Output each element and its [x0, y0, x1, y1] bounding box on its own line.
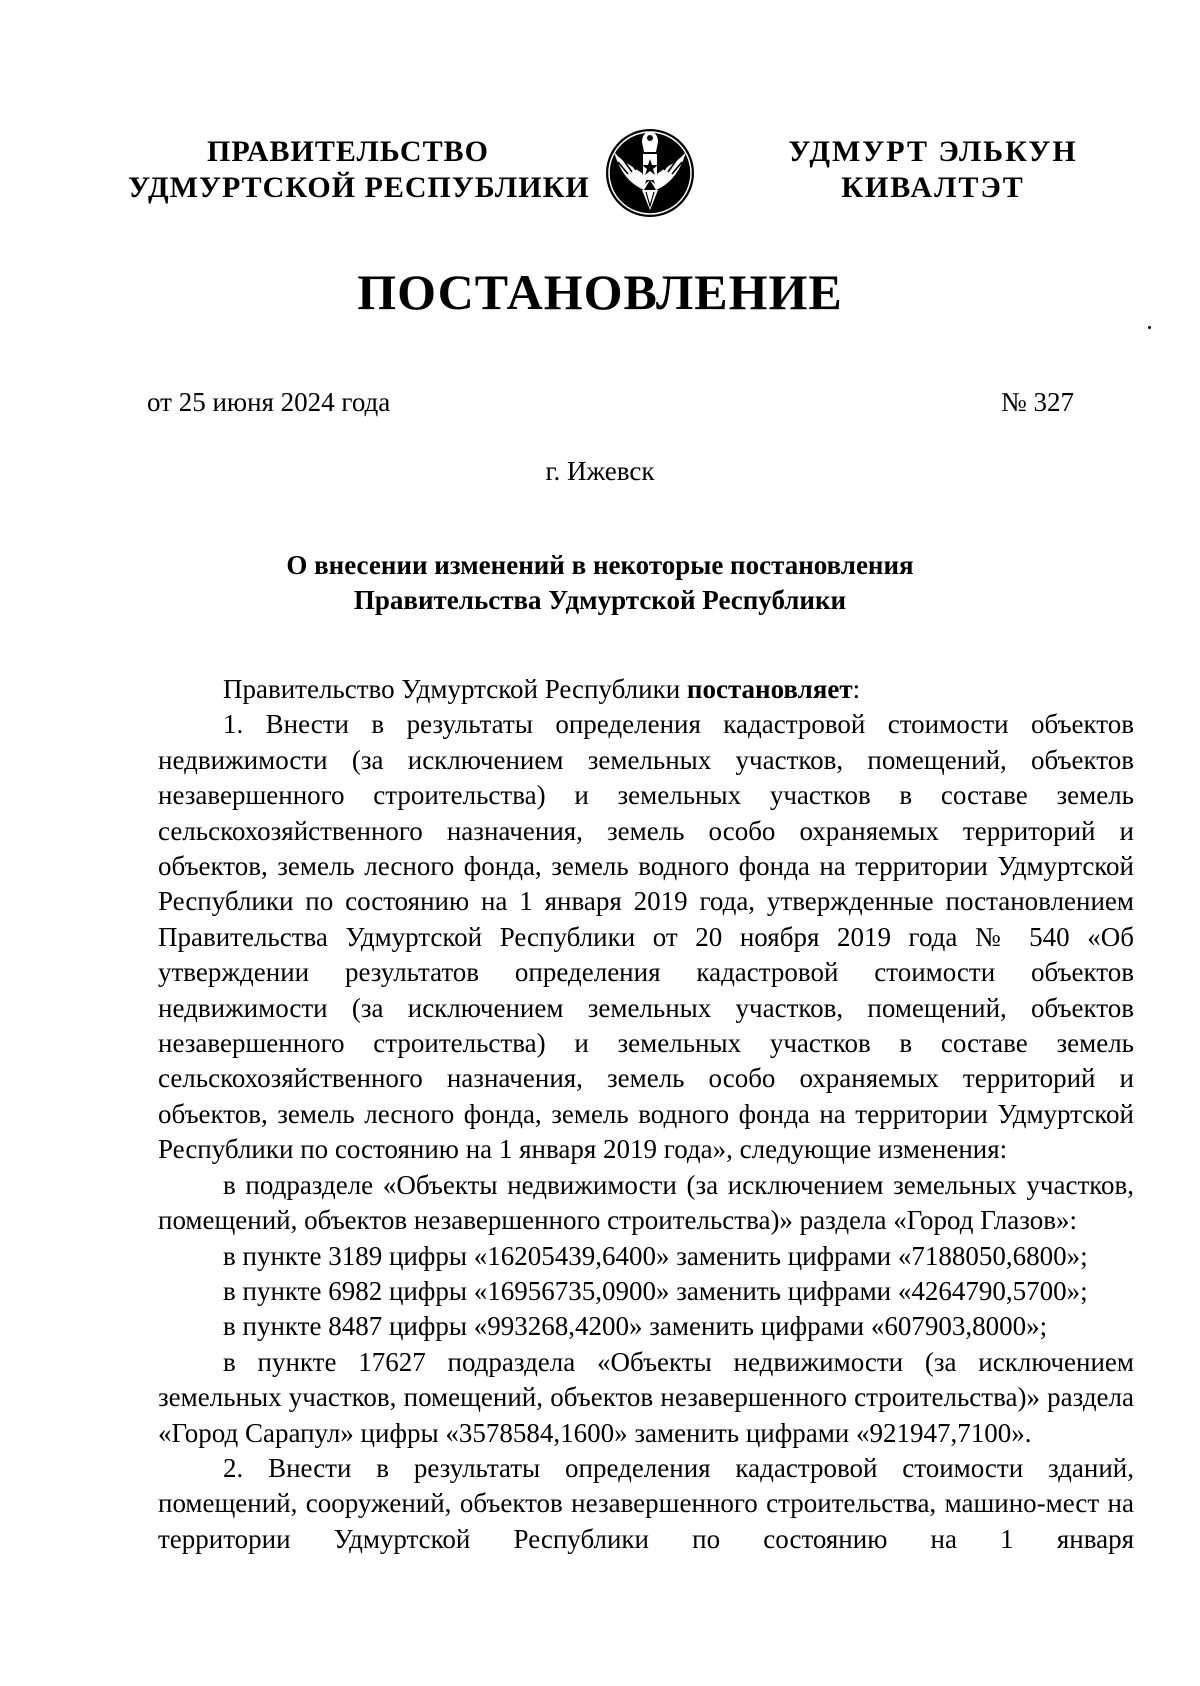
document-date: от 25 июня 2024 года: [147, 387, 391, 417]
document-body: [158, 672, 1134, 1557]
body-paragraph-1: 1. Внести в результаты определения кадастровой стоимости объектов недвижимости (за исключением земельных участков, помещений, объектов незавершенного строительства) и земельных участков в составе земель сельскохозяйственного назначения, земель особо охраняемых территорий и объектов, земель лесного фонда, земель водного фонда на территории Удмуртской Республики по состоянию на 1 января 2019 года, утвержденные постановлением Правительства Удмуртской Республики от 20 ноября 2019 года № 540 «Об утверждении результатов определения кадастровой стоимости объектов недвижимости (за исключением земельных участков, помещений, объектов незавершенного строительства) и земельных участков в составе земель сельскохозяйственного назначения, земель особо охраняемых территорий и объектов, земель лесного фонда, земель водного фонда на территории Удмуртской Республики по состоянию на 1 января 2019 года», следующие изменения:: [158, 709, 1134, 1165]
body-paragraph-4: в пункте 6982 цифры «16956735,0900» заменить цифрами «4264790,5700»;: [223, 1275, 1088, 1306]
header-left-line1: ПРАВИТЕЛЬСТВО: [207, 135, 489, 168]
header-left: [128, 134, 590, 206]
body-paragraph-5: в пункте 8487 цифры «993268,4200» заменить цифрами «607903,8000»;: [223, 1311, 1048, 1342]
scan-speck: [1148, 326, 1151, 329]
document-title-line2: Правительства Удмуртской Республики: [353, 585, 847, 615]
header-left-line2: УДМУРТСКОЙ РЕСПУБЛИКИ: [128, 171, 590, 204]
document-number: № 327: [1000, 387, 1074, 417]
intro-colon: :: [852, 674, 861, 704]
udmurt-coat-of-arms-icon: [598, 118, 702, 222]
document-city: г. Ижевск: [545, 456, 655, 486]
document-title-line1: О внесении изменений в некоторые постановления: [286, 550, 914, 580]
body-paragraph-2: в подразделе «Объекты недвижимости (за исключением земельных участков, помещений, объектов незавершенного строительства)» раздела «Город Глазов»:: [158, 1169, 1134, 1236]
body-paragraph-3: в пункте 3189 цифры «16205439,6400» заменить цифрами «7188050,6800»;: [223, 1240, 1088, 1271]
header-right-line2: КИВАЛТЭТ: [841, 171, 1025, 204]
body-paragraph-6: в пункте 17627 подраздела «Объекты недвижимости (за исключением земельных участков, помещений, объектов незавершенного строительства)» раздела «Город Сарапул» цифры «3578584,1600» заменить цифрами «921947,7100».: [158, 1346, 1134, 1448]
intro-text: Правительство Удмуртской Республики: [223, 674, 687, 704]
header-right-line1: УДМУРТ ЭЛЬКУН: [788, 135, 1078, 168]
body-paragraph-7: 2. Внести в результаты определения кадастровой стоимости зданий, помещений, сооружений, объектов незавершенного строительства, машино-мест на территории Удмуртской Республики по состоянию на 1 января: [158, 1452, 1134, 1554]
document-type-heading: ПОСТАНОВЛЕНИЕ: [357, 264, 843, 320]
intro-verb: постановляет: [686, 674, 853, 704]
header-right: [788, 134, 1078, 206]
document-title: [160, 548, 1040, 618]
body-intro: [158, 672, 1134, 707]
